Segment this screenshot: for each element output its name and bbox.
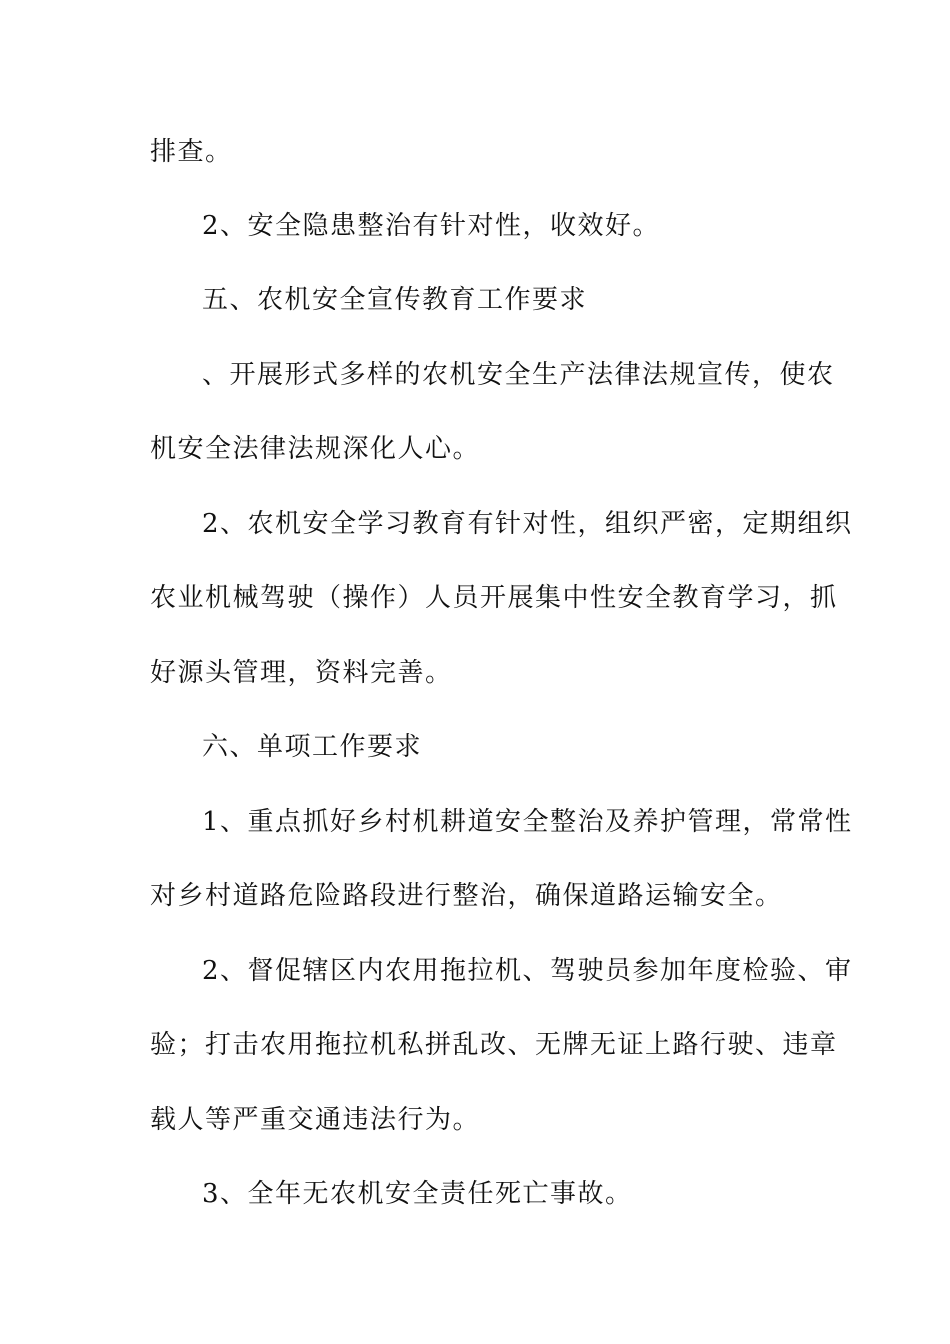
text-line-14: 载人等严重交通违法行为。 xyxy=(150,1105,481,1135)
text-line-13: 验；打击农用拖拉机私拼乱改、无牌无证上路行驶、违章 xyxy=(150,1030,838,1060)
text-line-6: 2、农机安全学习教育有针对性，组织严密，定期组织 xyxy=(202,509,853,539)
text-line-2: 2、安全隐患整治有针对性，收效好。 xyxy=(202,211,661,241)
text-line-11: 对乡村道路危险路段进行整治，确保道路运输安全。 xyxy=(150,881,783,911)
text-line-10: 1、重点抓好乡村机耕道安全整治及养护管理，常常性 xyxy=(202,807,853,837)
text-line-7: 农业机械驾驶（操作）人员开展集中性安全教育学习，抓 xyxy=(150,583,838,613)
text-line-8: 好源头管理，资料完善。 xyxy=(150,658,453,688)
text-line-5: 机安全法律法规深化人心。 xyxy=(150,434,481,464)
text-line-1: 排查。 xyxy=(150,137,233,167)
section-heading-5: 五、农机安全宣传教育工作要求 xyxy=(202,285,588,315)
text-line-12: 2、督促辖区内农用拖拉机、驾驶员参加年度检验、审 xyxy=(202,956,853,986)
text-line-15: 3、全年无农机安全责任死亡事故。 xyxy=(202,1179,633,1209)
section-heading-6: 六、单项工作要求 xyxy=(202,732,423,762)
text-line-4: 、开展形式多样的农机安全生产法律法规宣传，使农 xyxy=(202,360,835,390)
